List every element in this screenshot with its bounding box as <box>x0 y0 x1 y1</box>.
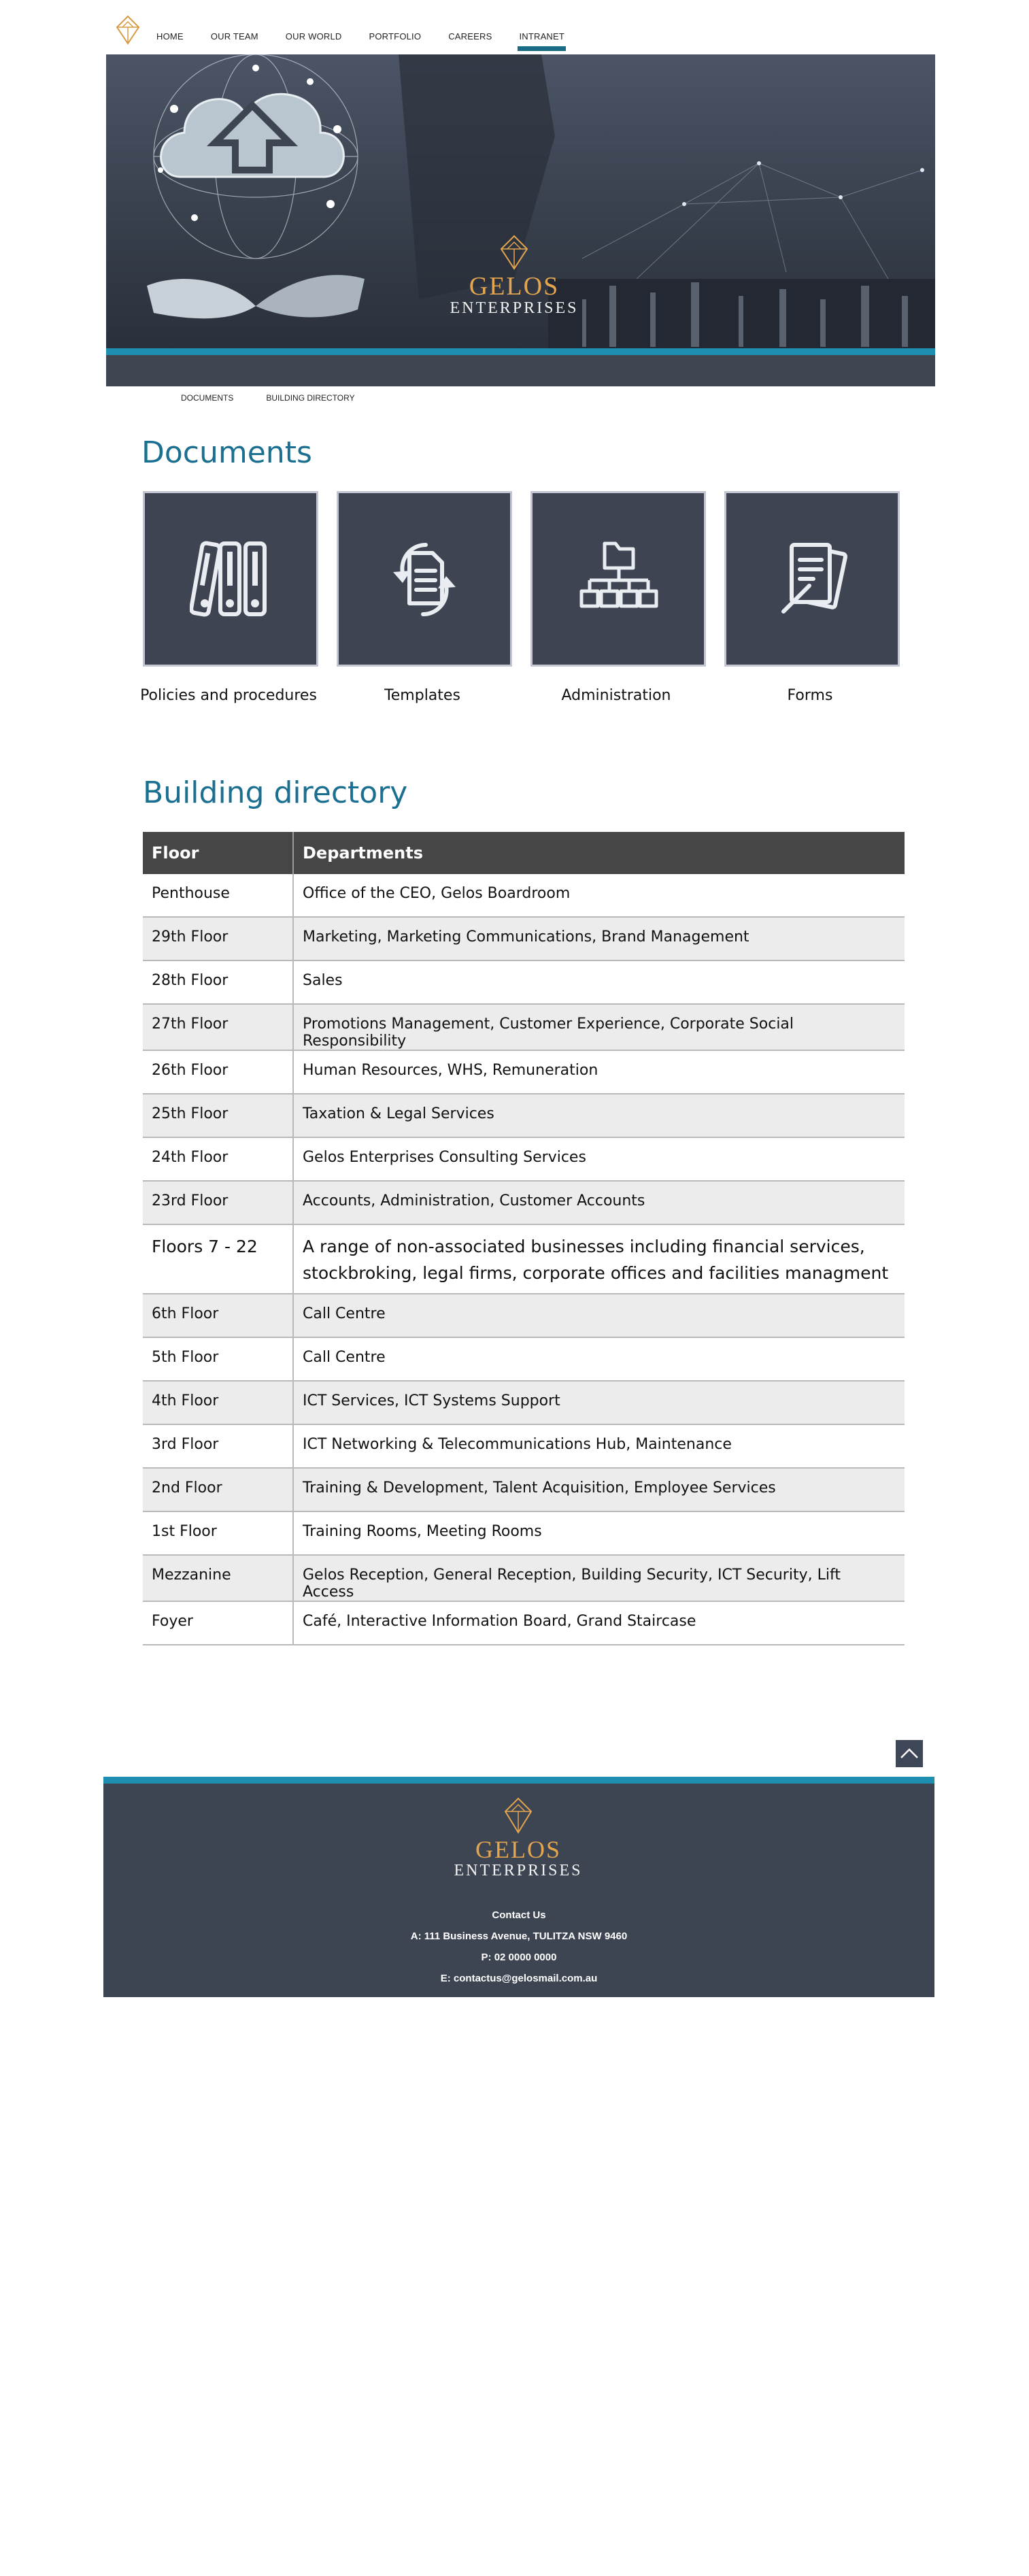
tile-administration[interactable] <box>530 491 706 667</box>
table-row <box>143 1424 905 1468</box>
nav-our-team[interactable]: OUR TEAM <box>210 31 258 41</box>
nav-home[interactable]: HOME <box>156 31 184 41</box>
nav-our-world[interactable]: OUR WORLD <box>285 31 342 41</box>
floor-cell: 1st Floor <box>143 1511 293 1555</box>
table-row <box>143 960 905 1004</box>
departments-cell: Call Centre <box>293 1294 905 1337</box>
departments-cell: Gelos Enterprises Consulting Services <box>293 1137 905 1181</box>
footer-logo <box>416 1797 620 1879</box>
departments-cell: Training Rooms, Meeting Rooms <box>293 1511 905 1555</box>
departments-cell: ICT Networking & Telecommunications Hub, Maintenance <box>293 1424 905 1468</box>
tile-label-templates[interactable]: Templates <box>384 687 460 704</box>
table-row <box>143 1337 905 1381</box>
floor-cell: 28th Floor <box>143 960 293 1004</box>
floor-cell: 24th Floor <box>143 1137 293 1181</box>
table-row <box>143 1004 905 1050</box>
table-row <box>143 1555 905 1601</box>
gelos-diamond-icon <box>499 235 530 270</box>
binders-icon <box>190 538 271 620</box>
departments-cell: Sales <box>293 960 905 1004</box>
departments-cell: Office of the CEO, Gelos Boardroom <box>293 874 905 917</box>
nav-portfolio[interactable]: PORTFOLIO <box>369 31 422 41</box>
footer-brand: GELOS <box>475 1836 561 1863</box>
footer-brand-sub: ENTERPRISES <box>454 1862 583 1879</box>
contact-address: A: 111 Business Avenue, TULITZA NSW 9460 <box>410 1930 628 1942</box>
forms-pen-icon <box>771 538 853 620</box>
chevron-up-icon <box>896 1740 923 1767</box>
gelos-diamond-icon <box>503 1797 534 1834</box>
footer-contact <box>103 1905 934 1989</box>
table-row <box>143 1050 905 1094</box>
departments-cell: ICT Services, ICT Systems Support <box>293 1381 905 1424</box>
intranet-subnav <box>181 393 388 403</box>
departments-cell: Training & Development, Talent Acquisition, Employee Services <box>293 1468 905 1511</box>
floor-cell: Floors 7 - 22 <box>143 1224 293 1294</box>
departments-cell: Call Centre <box>293 1337 905 1381</box>
header-departments: Departments <box>293 832 905 874</box>
hero-logo <box>433 235 596 317</box>
floor-cell: Foyer <box>143 1601 293 1645</box>
table-row <box>143 1224 905 1294</box>
contact-phone[interactable]: P: 02 0000 0000 <box>481 1952 557 1963</box>
floor-cell: Mezzanine <box>143 1555 293 1601</box>
floor-cell: 2nd Floor <box>143 1468 293 1511</box>
hero-brand: GELOS <box>469 272 560 301</box>
documents-heading: Documents <box>141 435 312 470</box>
departments-cell: Marketing, Marketing Communications, Brand Management <box>293 917 905 960</box>
departments-cell: Promotions Management, Customer Experience, Corporate Social Responsibility <box>293 1004 905 1050</box>
floor-cell: Penthouse <box>143 874 293 917</box>
floor-cell: 5th Floor <box>143 1337 293 1381</box>
subnav-documents[interactable]: DOCUMENTS <box>181 393 234 403</box>
table-row <box>143 874 905 917</box>
table-header-row <box>143 832 905 874</box>
table-row <box>143 1181 905 1224</box>
nav-intranet[interactable]: INTRANET <box>519 31 565 41</box>
floor-cell: 27th Floor <box>143 1004 293 1050</box>
tile-forms[interactable] <box>724 491 900 667</box>
departments-cell: Accounts, Administration, Customer Accounts <box>293 1181 905 1224</box>
hero-base-stripe <box>106 355 935 386</box>
table-row <box>143 1137 905 1181</box>
floor-cell: 4th Floor <box>143 1381 293 1424</box>
building-directory-table <box>143 832 905 1645</box>
hero-banner <box>106 54 935 386</box>
contact-title: Contact Us <box>492 1909 546 1921</box>
table-row <box>143 1294 905 1337</box>
tile-label-policies[interactable]: Policies and procedures <box>140 687 317 704</box>
table-row <box>143 1468 905 1511</box>
floor-cell: 26th Floor <box>143 1050 293 1094</box>
floor-cell: 6th Floor <box>143 1294 293 1337</box>
contact-email[interactable]: E: contactus@gelosmail.com.au <box>440 1973 598 1984</box>
nav-links <box>156 31 592 41</box>
tile-label-administration[interactable]: Administration <box>561 687 671 704</box>
departments-cell: Café, Interactive Information Board, Grand Staircase <box>293 1601 905 1645</box>
tile-label-forms[interactable]: Forms <box>787 687 833 704</box>
back-to-top-button[interactable] <box>896 1740 923 1767</box>
floor-cell: 29th Floor <box>143 917 293 960</box>
table-row <box>143 1381 905 1424</box>
floor-cell: 25th Floor <box>143 1094 293 1137</box>
gelos-logo-icon[interactable] <box>114 15 141 45</box>
hero-brand-sub: ENTERPRISES <box>450 299 579 317</box>
tile-policies[interactable] <box>143 491 318 667</box>
subnav-building-directory[interactable]: BUILDING DIRECTORY <box>266 393 355 403</box>
site-footer <box>103 1777 934 1997</box>
folder-hierarchy-icon <box>577 538 659 620</box>
top-nav <box>103 0 934 54</box>
hero-accent-stripe <box>106 348 935 355</box>
floor-cell: 3rd Floor <box>143 1424 293 1468</box>
table-row <box>143 1601 905 1645</box>
footer-accent-stripe <box>103 1777 934 1784</box>
table-row <box>143 1511 905 1555</box>
departments-cell: A range of non-associated businesses including financial services, stockbroking, legal firms, corporate offices and facilities managment <box>293 1224 905 1294</box>
table-row <box>143 917 905 960</box>
departments-cell: Human Resources, WHS, Remuneration <box>293 1050 905 1094</box>
header-floor: Floor <box>143 832 293 874</box>
nav-careers[interactable]: CAREERS <box>448 31 492 41</box>
table-row <box>143 1094 905 1137</box>
document-sync-icon <box>384 538 465 620</box>
departments-cell: Taxation & Legal Services <box>293 1094 905 1137</box>
tile-templates[interactable] <box>337 491 512 667</box>
floor-cell: 23rd Floor <box>143 1181 293 1224</box>
departments-cell: Gelos Reception, General Reception, Building Security, ICT Security, Lift Access <box>293 1555 905 1601</box>
building-directory-heading: Building directory <box>143 775 408 810</box>
